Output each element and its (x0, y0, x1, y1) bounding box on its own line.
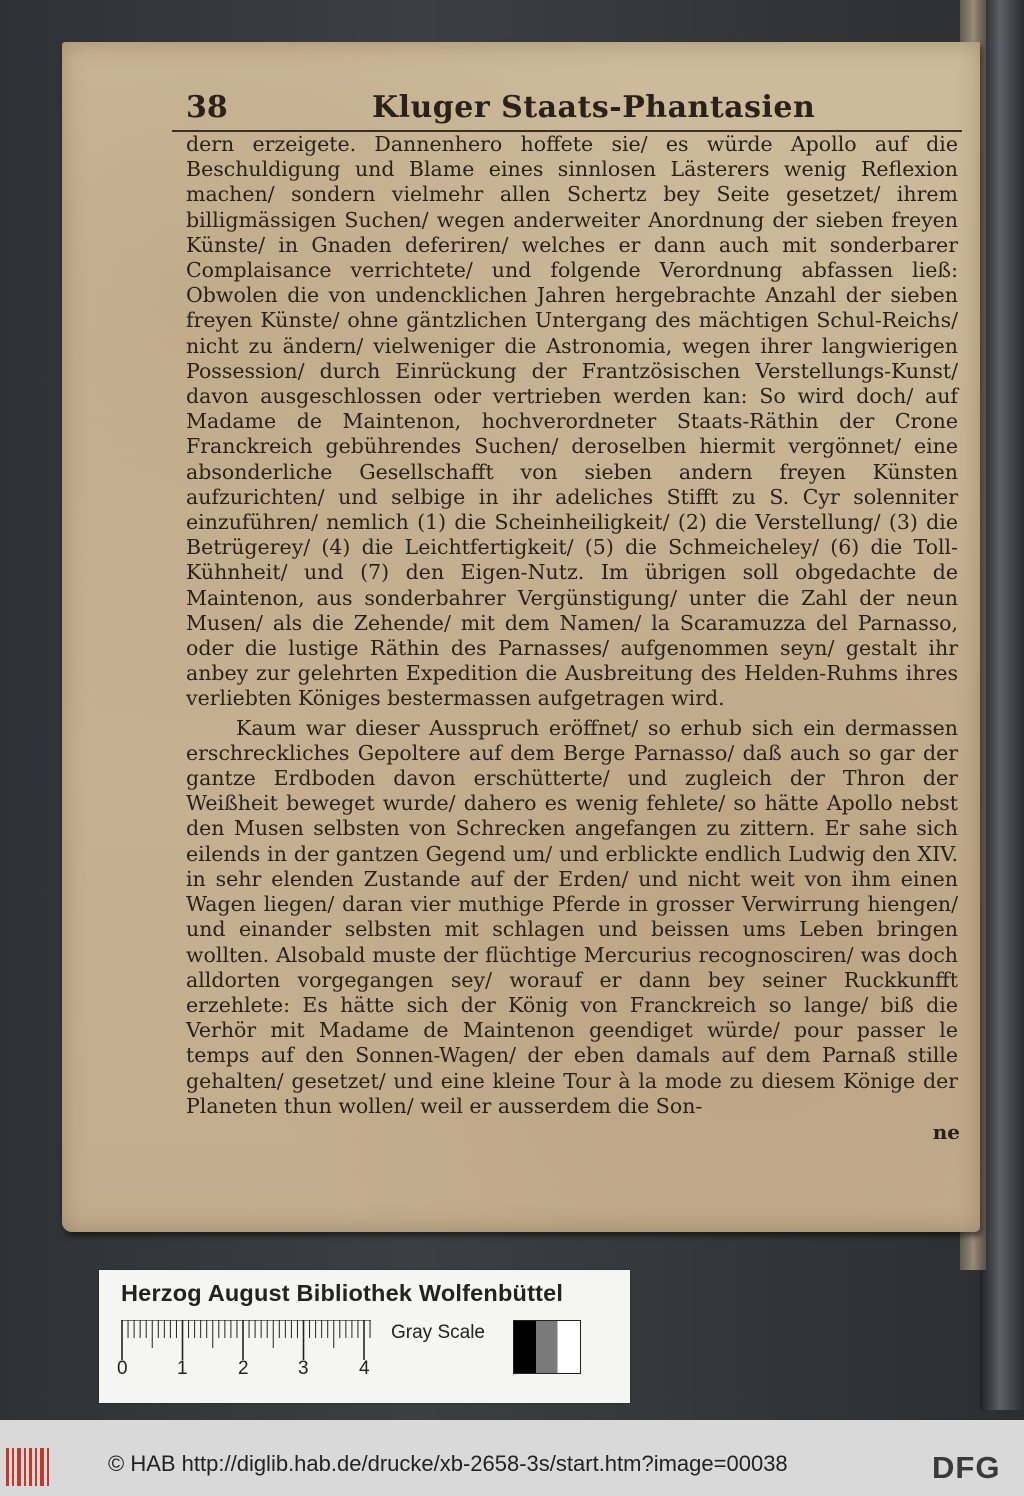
footer-url-text[interactable]: © HAB http://diglib.hab.de/drucke/xb-2658-3s/start.htm?image=00038 (108, 1451, 788, 1476)
ruler-number-3: 3 (298, 1358, 309, 1379)
library-label-card (99, 1270, 630, 1403)
footer-bar (0, 1420, 1024, 1496)
book-page (62, 42, 980, 1232)
ruler-number-2: 2 (238, 1358, 249, 1379)
ruler-number-4: 4 (359, 1358, 370, 1379)
gray-scale-label: Gray Scale (391, 1322, 485, 1343)
paragraph-2: Kaum war dieser Ausspruch eröffnet/ so erhub sich ein dermassen erschreckliches Gepoltere auf dem Berge Parnasso/ daß auch so gar der gantze Erdboden davon erschütterte/ und zugleich der Thron der Weißheit beweget wurde/ dahero es wenig fehlete/ so hätte Apollo nebst den Musen selbsten von Schrecken angefangen zu zittern. Er sahe sich eilends in der gantzen Gegend um/ und erblickte endlich Ludwig den XIV. in sehr elenden Zustande auf der Erden/ und nicht weit von ihm einen Wagen liegen/ daran vier muthige Pferde in grosser Verwirrung hiengen/ und einander selbsten mit schlagen und beissen ums Leben bringen wollten. Alsobald muste der flüchtige Mercurius recognosciren/ was doch alldorten vorgegangen sey/ worauf er dann bey seiner Ruckkunfft erzehlete: Es hätte sich der König von Franckreich so lange/ biß die Verhör mit Madame de Maintenon geendiget würde/ pour passer le temps auf den Sonnen-Wagen/ der eben damals auf dem Parnaß stille gehalten/ gesetzet/ und eine kleine Tour à la mode zu diesem Könige der Planeten thun wollen/ weil er ausserdem die Son- (186, 715, 958, 1118)
running-title: Kluger Staats-Phantasien (372, 90, 816, 125)
page-number: 38 (186, 90, 228, 125)
dfg-logo: DFG (932, 1450, 1001, 1485)
catchword: ne (932, 1119, 960, 1144)
page-content (172, 90, 962, 1144)
book-edge (980, 0, 1024, 1410)
gray-scale-patch (513, 1320, 581, 1374)
library-name: Herzog August Bibliothek Wolfenbüttel (121, 1280, 564, 1306)
ruler-number-0: 0 (117, 1358, 128, 1379)
centimeter-ruler (121, 1320, 371, 1362)
page-header (172, 90, 962, 132)
barcode-icon (4, 1446, 52, 1488)
paragraph-1: dern erzeigete. Dannenhero hoffete sie/ es würde Apollo auf die Beschuldigung und Blame eines sinnlosen Lästerers wenig Reflexion machen/ sondern vielmehr allen Schertz bey Seite gesetzet/ ihrem billigmässigen Suchen/ wegen anderweiter Anordnung der sieben freyen Künste/ in Gnaden deferiren/ welches er dann auch mit sonderbarer Complaisance verrichtete/ und folgende Verordnung abfassen ließ: Obwolen die von undencklichen Jahren hergebrachte Anzahl der sieben freyen Künste/ ohne gäntzlichen Untergang des mächtigen Schul-Reichs/ nicht zu ändern/ vielweniger die Astronomia, wegen ihrer langwierigen Possession/ durch Einrückung der Frantzösischen Verstellungs-Kunst/ davon ausgeschlossen oder vertrieben werden kan: So wird doch/ auf Madame de Maintenon, hochverordneter Staats-Räthin der Crone Franckreich gebührendes Suchen/ deroselben hiermit vergönnet/ eine absonderliche Gesellschafft von sieben andern freyen Künsten aufzurichten/ und selbige in ihr adeliches Stifft zu S. Cyr solenniter einzuführen/ nemlich (1) die Scheinheiligkeit/ (2) die Verstellung/ (3) die Betrügerey/ (4) die Leichtfertigkeit/ (5) die Schmeicheley/ (6) die Toll-Kühnheit/ und (7) den Eigen-Nutz. Im übrigen soll obgedachte de Maintenon, aus sonderbahrer Vergünstigung/ unter die Zahl der neun Musen/ als die Zehende/ mit dem Namen/ la Scaramuzza del Parnasso, oder die lustige Räthin des Parnasses/ aufgenommen seyn/ gestalt ihr anbey zur gelehrten Expedition die Ausbreitung des Helden-Ruhms ihres verliebten Königes bestermassen aufgetragen wird. (186, 132, 958, 711)
ruler-number-1: 1 (177, 1358, 188, 1379)
